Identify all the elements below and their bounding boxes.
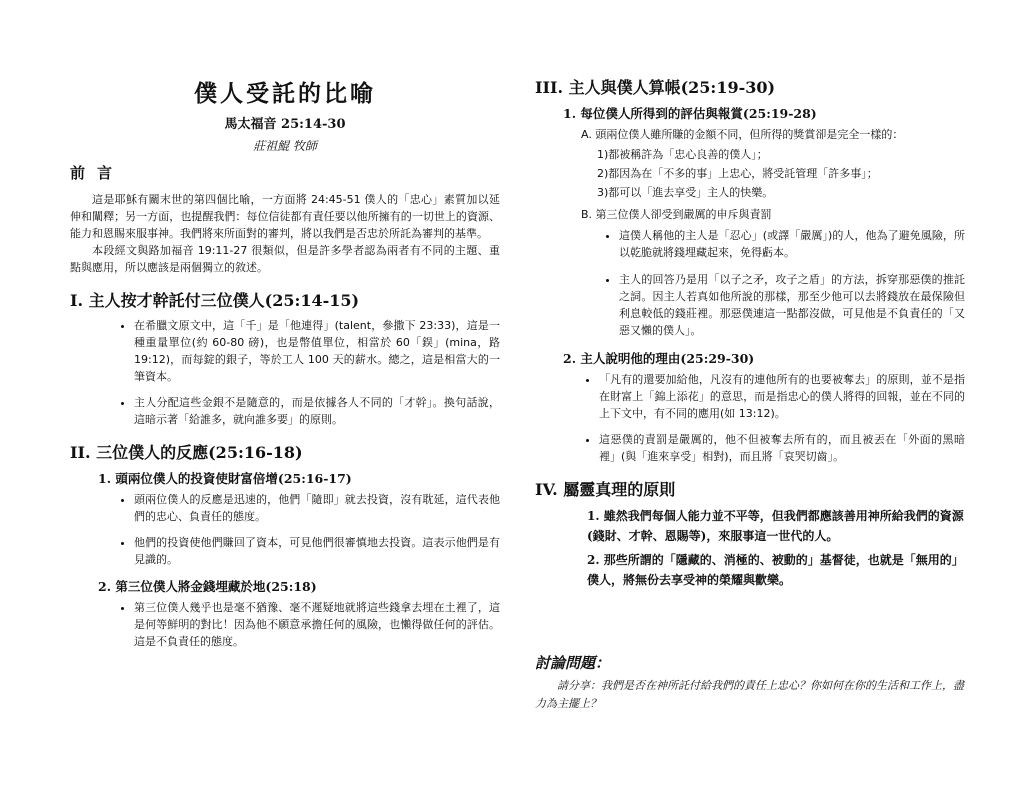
right-column (535, 75, 965, 713)
scripture-reference: 馬太福音 25:14-30 (224, 117, 346, 132)
intro-heading: 前言 (70, 164, 125, 182)
section-2-sub-1-heading: 1. 頭兩位僕人的投資使財富倍增(25:16-17) (98, 471, 352, 486)
section-2-sub-2-list (70, 599, 500, 650)
intro-paragraph: 本段經文與路加福音 19:11-27 很類似，但是許多學者認為兩者有不同的主題、重點與應用，所以應該是兩個獨立的敘述。 (70, 244, 500, 274)
intro-paragraph: 這是耶穌有關末世的第四個比喻，一方面將 24:45-51 僕人的「忠心」素質加以延伸和闡釋；另一方面，也提醒我們：每位信徒都有責任要以他所擁有的一切世上的資源、能力和恩賜來服事神。我們將來所面對的審判，將以我們是否忠於所託為審判的基準。 (70, 193, 500, 240)
section-4-heading: IV. 屬靈真理的原則 (535, 480, 676, 499)
sub-point-a-line: 1)都被稱許為「忠心良善的僕人」； (597, 148, 768, 161)
sub-point-a-line: 2)都因為在「不多的事」上忠心，將受託管理「許多事」； (597, 167, 878, 180)
sermon-title: 僕人受託的比喻 (194, 80, 376, 107)
list-item: • 頭兩位僕人的反應是迅速的，他們「隨即」就去投資，沒有耽延，這代表他們的忠心、負責任的態度。 (134, 491, 500, 525)
list-item: • 這僕人稱他的主人是「忍心」(或譯「嚴厲」)的人，他為了避免風險，所以乾脆就將錢埋藏起來，免得虧本。 (619, 227, 965, 261)
list-item: • 主人分配這些金銀不是隨意的，而是依據各人不同的「才幹」。換句話說，這暗示著「給誰多，就向誰多要」的原則。 (134, 394, 500, 428)
sub-point-b-list (535, 227, 965, 339)
list-item: • 他們的投資使他們賺回了資本，可見他們很審慎地去投資。這表示他們是有見識的。 (134, 534, 500, 568)
section-2-sub-2-heading: 2. 第三位僕人將金錢埋藏於地(25:18) (98, 579, 317, 594)
section-2-sub-1-list (70, 491, 500, 568)
section-3-sub-2-list (535, 371, 965, 465)
sub-point-a: A. 頭兩位僕人雖所賺的金額不同，但所得的獎賞卻是完全一樣的： (581, 128, 904, 141)
list-item: • 這惡僕的責罰是嚴厲的，他不但被奪去所有的，而且被丟在「外面的黑暗裡」(與「進來享受」相對)，而且將「哀哭切齒」。 (599, 431, 965, 465)
section-1-list (70, 317, 500, 428)
section-1-heading: I. 主人按才幹託付三位僕人(25:14-15) (70, 291, 360, 310)
list-item: • 「凡有的還要加給他，凡沒有的連他所有的也要被奪去」的原則，並不是指在財富上「錦上添花」的意思，而是指忠心的僕人將得的回報，並在不同的上下文中，有不同的應用(如 13:12)。 (599, 371, 965, 422)
sub-point-b: B. 第三位僕人卻受到嚴厲的申斥與責罰 (581, 208, 772, 221)
discussion-text: 請分享：我們是否在神所託付給我們的責任上忠心？你如何在你的生活和工作上，盡力為主擺上？ (535, 679, 964, 710)
section-3-heading: III. 主人與僕人算帳(25:19-30) (535, 78, 776, 97)
list-item: • 在希臘文原文中，這「千」是「他連得」(talent，參撒下 23:33)，這是一種重量單位(約 60-80 磅)，也是幣值單位，相當於 60「鋘」(mina，路 19:12)，而每錠的銀子，等於工人 100 天的薪水。總之，這是相當大的一筆資本。 (134, 317, 500, 385)
principles-list (535, 506, 965, 590)
principle-item: 2. 那些所謂的「隱藏的、消極的、被動的」基督徒，也就是「無用的」僕人，將無份去享受神的榮耀與歡樂。 (587, 553, 964, 587)
discussion-heading: 討論問題： (535, 654, 611, 672)
list-item: • 第三位僕人幾乎也是毫不猶豫、毫不遲疑地就將這些錢拿去埋在土裡了，這是何等鮮明的對比！因為他不願意承擔任何的風險，也懶得做任何的評估。這是不負責任的態度。 (134, 599, 500, 650)
left-column (70, 75, 500, 659)
principle-item: 1. 雖然我們每個人能力並不平等，但我們都應該善用神所給我們的資源(錢財、才幹、恩賜等)，來服事這一世代的人。 (587, 509, 964, 543)
section-3-sub-2-heading: 2. 主人說明他的理由(25:29-30) (563, 351, 755, 366)
section-2-heading: II. 三位僕人的反應(25:16-18) (70, 443, 303, 462)
section-3-sub-1-heading: 1. 每位僕人所得到的評估與報賞(25:19-28) (563, 106, 817, 121)
list-item: • 主人的回答乃是用「以子之矛，攻子之盾」的方法，拆穿那惡僕的推託之詞。因主人若真如他所說的那樣，那至少他可以去將錢放在最保險但利息較低的錢莊裡。那惡僕連這一點都沒做，可見他是不負責任的「又惡又懶的僕人」。 (619, 271, 965, 339)
author: 莊祖鯤 牧師 (253, 139, 317, 153)
sub-point-a-line: 3)都可以「進去享受」主人的快樂。 (597, 186, 774, 199)
